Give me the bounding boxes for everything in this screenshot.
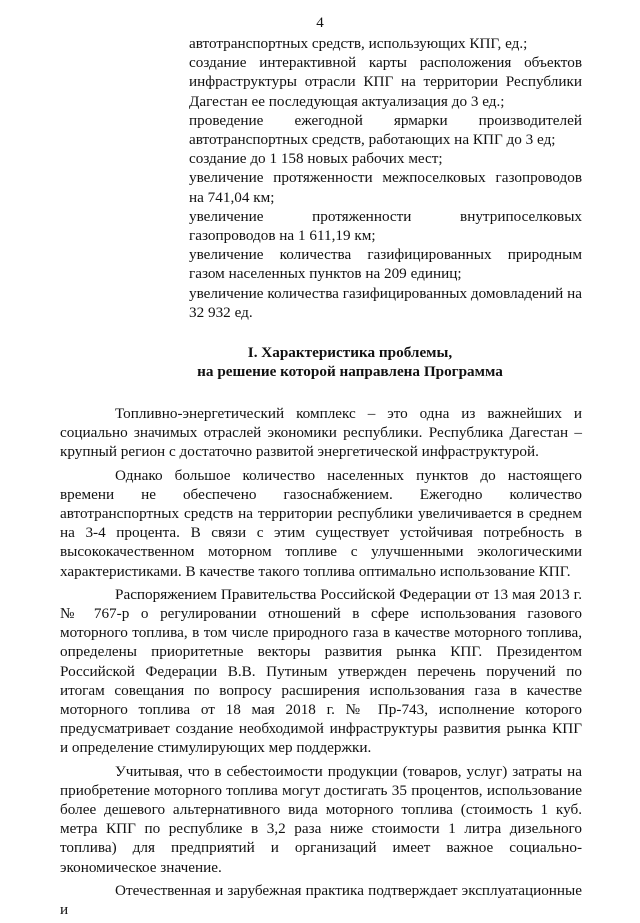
list-item: увеличение количества газифицированных домовладений на 32 932 ед. xyxy=(189,284,582,321)
paragraph: Распоряжением Правительства Российской Федерации от 13 мая 2013 г. № 767-р о регулировании отношений в сфере использования газового моторного топлива, в том числе природного газа в качестве моторного топлива, определены приоритетные векторы развития рынка КПГ. Президентом Российской Федерации В.В. Путиным утвержден перечень поручений по итогам совещания по вопросу расширения использования газа в качестве моторного топлива от 18 мая 2018 г. № Пр-743, исполнение которого предусматривает создание необходимой инфраструктуры развития рынка КПГ и определение стимулирующих мер поддержки. xyxy=(60,585,582,757)
list-item: увеличение количества газифицированных природным газом населенных пунктов на 209 единиц; xyxy=(189,246,582,283)
section-title-line: на решение которой направлена Программа xyxy=(197,363,503,381)
paragraph: Отечественная и зарубежная практика подтверждает эксплуатационные и xyxy=(60,881,582,919)
paragraph: Топливно-энергетический комплекс – это одна из важнейших и социально значимых отраслей экономики республики. Республика Дагестан – крупный регион с достаточно развитой энергетической инфраструктурой. xyxy=(60,405,582,461)
list-item: увеличение протяженности межпоселковых газопроводов на 741,04 км; xyxy=(189,169,582,206)
list-item: автотранспортных средств, использующих КПГ, ед.; xyxy=(189,35,528,52)
list-item: создание до 1 158 новых рабочих мест; xyxy=(189,150,443,168)
list-item: проведение ежегодной ярмарки производителей автотранспортных средств, работающих на КПГ до 3 ед; xyxy=(189,111,582,149)
page-number: 4 xyxy=(316,15,324,31)
list-item: создание интерактивной карты расположения объектов инфраструктуры отрасли КПГ на территории Республики Дагестан ее последующая актуализация до 3 ед.; xyxy=(189,54,582,110)
targets-list xyxy=(189,34,582,322)
section-heading xyxy=(60,343,640,381)
paragraph: Учитывая, что в себестоимости продукции (товаров, услуг) затраты на приобретение моторного топлива могут достигать 35 процентов, использование более дешевого альтернативного вида моторного топлива (стоимость 1 куб. метра КПГ по республике в 3,2 раза ниже стоимости 1 литра дизельного топлива) для предприятий и организаций имеет важное социально-экономическое значение. xyxy=(60,762,582,876)
section-title-line: I. Характеристика проблемы, xyxy=(247,344,453,361)
body-text xyxy=(60,404,582,923)
list-item: увеличение протяженности внутрипоселковых газопроводов на 1 611,19 км; xyxy=(189,207,582,245)
paragraph: Однако большое количество населенных пунктов до настоящего времени не обеспечено газоснабжением. Ежегодно количество автотранспортных средств на территории республики увеличивается в среднем на 3-4 процента. В связи с этим существует устойчивая потребность в высококачественном моторном топливе с улучшенными экологическими характеристиками. В качестве такого топлива оптимально использование КПГ. xyxy=(60,466,582,580)
